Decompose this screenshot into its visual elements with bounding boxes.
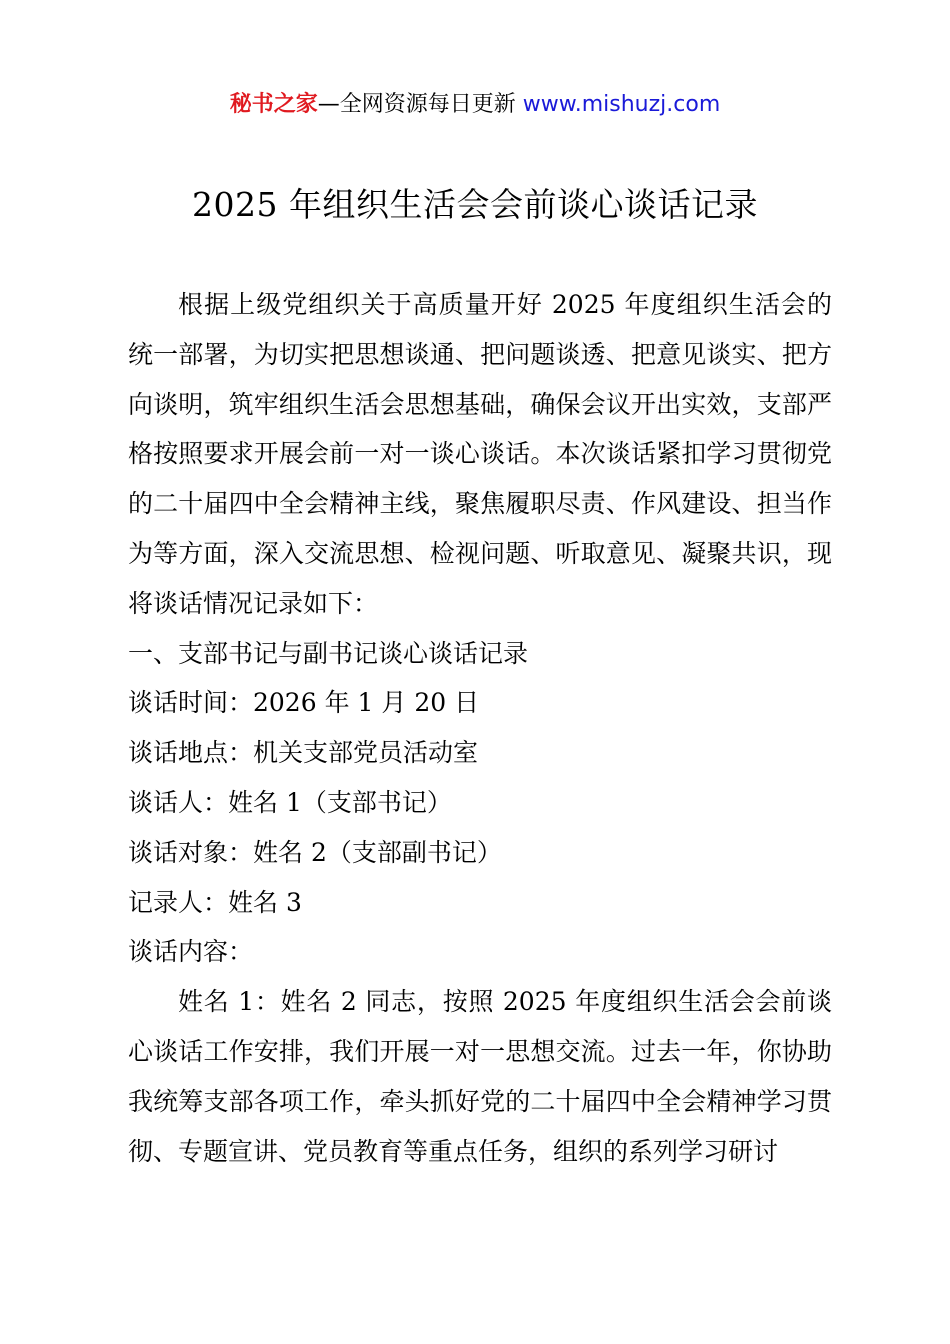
brand-name: 秘书之家 [229,92,318,117]
intro-paragraph: 根据上级党组织关于高质量开好 2025 年度组织生活会的统一部署，为切实把思想谈通、把问题谈透、把意见谈实、把方向谈明，筑牢组织生活会思想基础，确保会议开出实效，支部严格按照要求开展会前一对一谈心谈话。本次谈话紧扣学习贯彻党的二十届四中全会精神主线，聚焦履职尽责、作风建设、担当作为等方面，深入交流思想、检视问题、听取意见、凝聚共识，现将谈话情况记录如下： [128,290,832,618]
section-heading: 一、支部书记与副书记谈心谈话记录 [128,638,529,668]
header-tagline: —全网资源每日更新 [317,92,516,117]
talk-time: 谈话时间：2026 年 1 月 20 日 [128,688,480,718]
talk-place: 谈话地点：机关支部党员活动室 [128,738,479,768]
recorder: 记录人：姓名 3 [128,887,302,917]
document-body [128,280,832,1176]
content-label: 谈话内容： [128,937,254,967]
content-paragraph: 姓名 1：姓名 2 同志，按照 2025 年度组织生活会会前谈心谈话工作安排，我们开展一对一思想交流。过去一年，你协助我统筹支部各项工作，牵头抓好党的二十届四中全会精神学习贯彻、专题宣讲、党员教育等重点任务，组织的系列学习研讨 [128,987,832,1166]
talk-target: 谈话对象：姓名 2（支部副书记） [128,837,502,867]
document-title: 2025 年组织生活会会前谈心谈话记录 [192,185,758,224]
talker: 谈话人：姓名 1（支部书记） [128,787,452,817]
site-header [0,88,950,122]
site-url-link[interactable]: www.mishuzj.com [522,92,721,117]
